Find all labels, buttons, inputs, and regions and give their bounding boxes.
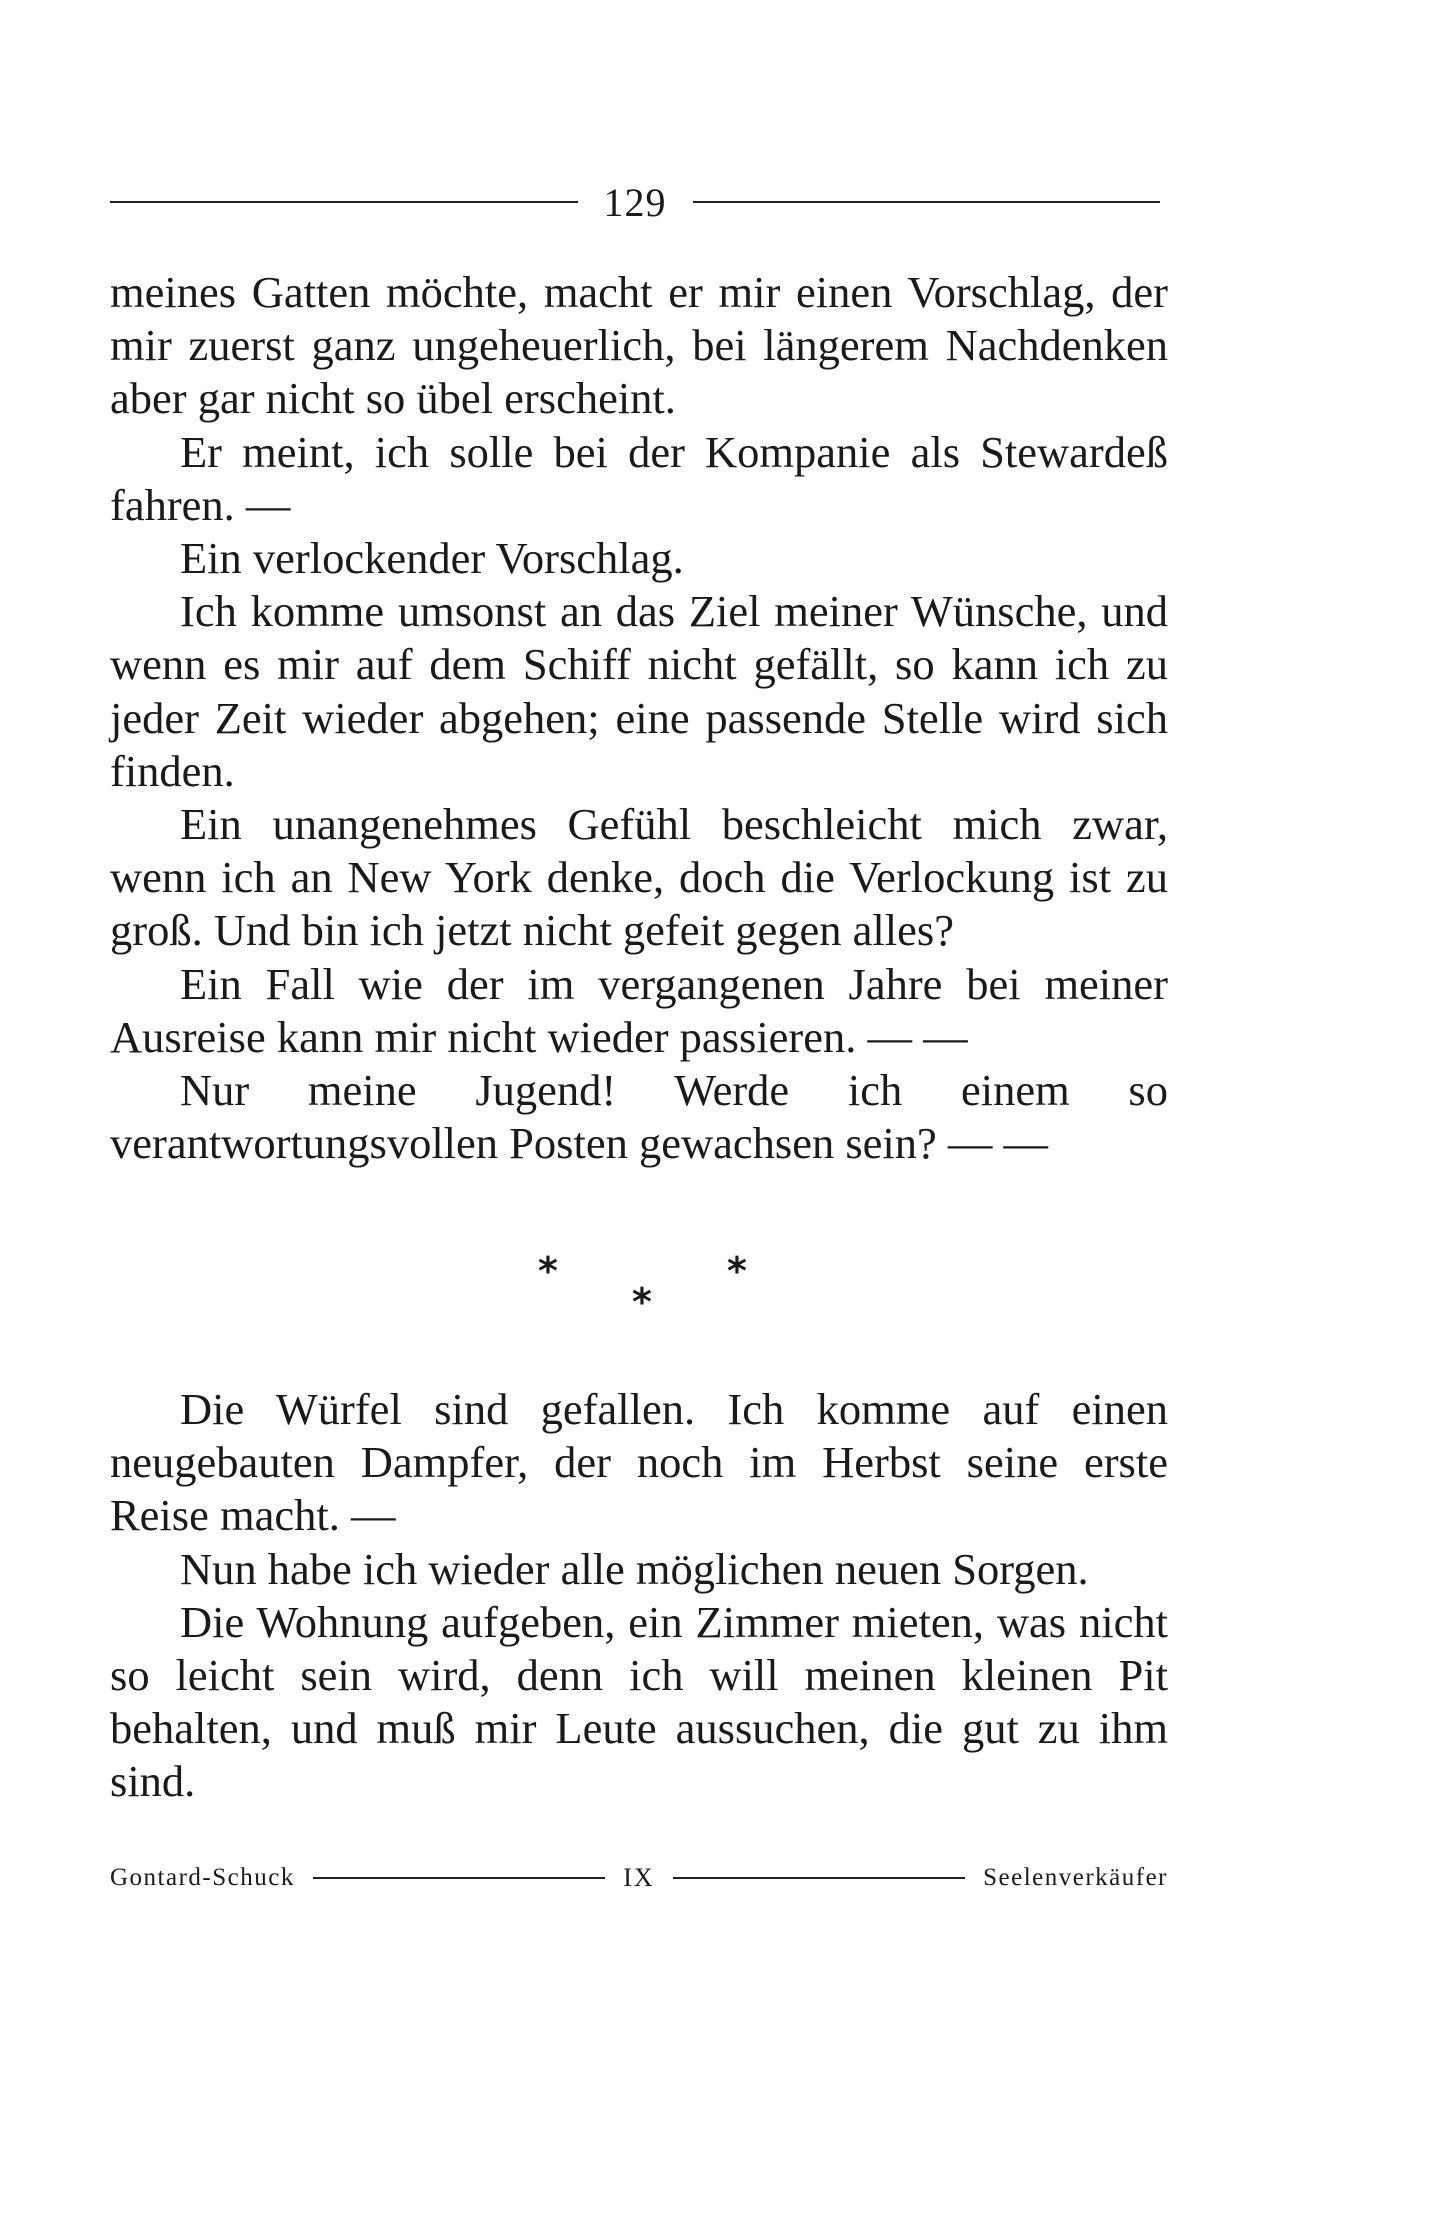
footer-title: Seelenverkäufer <box>983 1864 1168 1891</box>
asterisk: * <box>538 1249 558 1293</box>
text-block-upper <box>110 266 1168 1170</box>
asterisk: * <box>632 1280 652 1324</box>
paragraph: Nur meine Jugend! Werde ich einem so verantwortungsvollen Posten gewachsen sein? — — <box>110 1065 1168 1169</box>
header-rule-left <box>110 201 578 203</box>
paragraph: Ein Fall wie der im vergangenen Jahre bei meiner Ausreise kann mir nicht wieder passieren. — — <box>110 958 1168 1062</box>
paragraph: meines Gatten möchte, macht er mir einen Vorschlag, der mir zuerst ganz ungeheuerlich, bei längerem Nachdenken aber gar nicht so übel erscheint. <box>110 267 1168 424</box>
paragraph: Ein unangenehmes Gefühl beschleicht mich zwar, wenn ich an New York denke, doch die Verlockung ist zu groß. Und bin ich jetzt nicht gefeit gegen alles? <box>110 799 1168 956</box>
paragraph: Die Würfel sind gefallen. Ich komme auf einen neugebauten Dampfer, der noch im Herbst seine erste Reise macht. — <box>110 1384 1168 1541</box>
footer-author: Gontard-Schuck <box>110 1864 295 1891</box>
page-footer <box>110 1858 1168 1898</box>
asterisk: * <box>727 1249 747 1293</box>
page-number: 129 <box>603 179 667 225</box>
footer-rule-right <box>673 1877 965 1879</box>
footer-rule-left <box>313 1877 605 1879</box>
paragraph: Ich komme umsonst an das Ziel meiner Wünsche, und wenn es mir auf dem Schiff nicht gefällt, so kann ich zu jeder Zeit wieder abgehen; eine passende Stelle wird sich finden. <box>110 586 1168 796</box>
paragraph: Die Wohnung aufgeben, ein Zimmer mieten, was nicht so leicht sein wird, denn ich will meinen kleinen Pit behalten, und muß mir Leute aussuchen, die gut zu ihm sind. <box>110 1596 1168 1807</box>
paragraph: Ein verlockender Vorschlag. <box>180 533 684 584</box>
page-header <box>110 172 1160 232</box>
paragraph: Er meint, ich solle bei der Kompanie als Stewardeß fahren. — <box>110 426 1168 530</box>
paragraph: Nun habe ich wieder alle möglichen neuen Sorgen. <box>180 1543 1089 1594</box>
text-block-lower <box>110 1383 1168 1809</box>
header-rule-right <box>693 201 1161 203</box>
footer-signature: IX <box>623 1863 655 1892</box>
